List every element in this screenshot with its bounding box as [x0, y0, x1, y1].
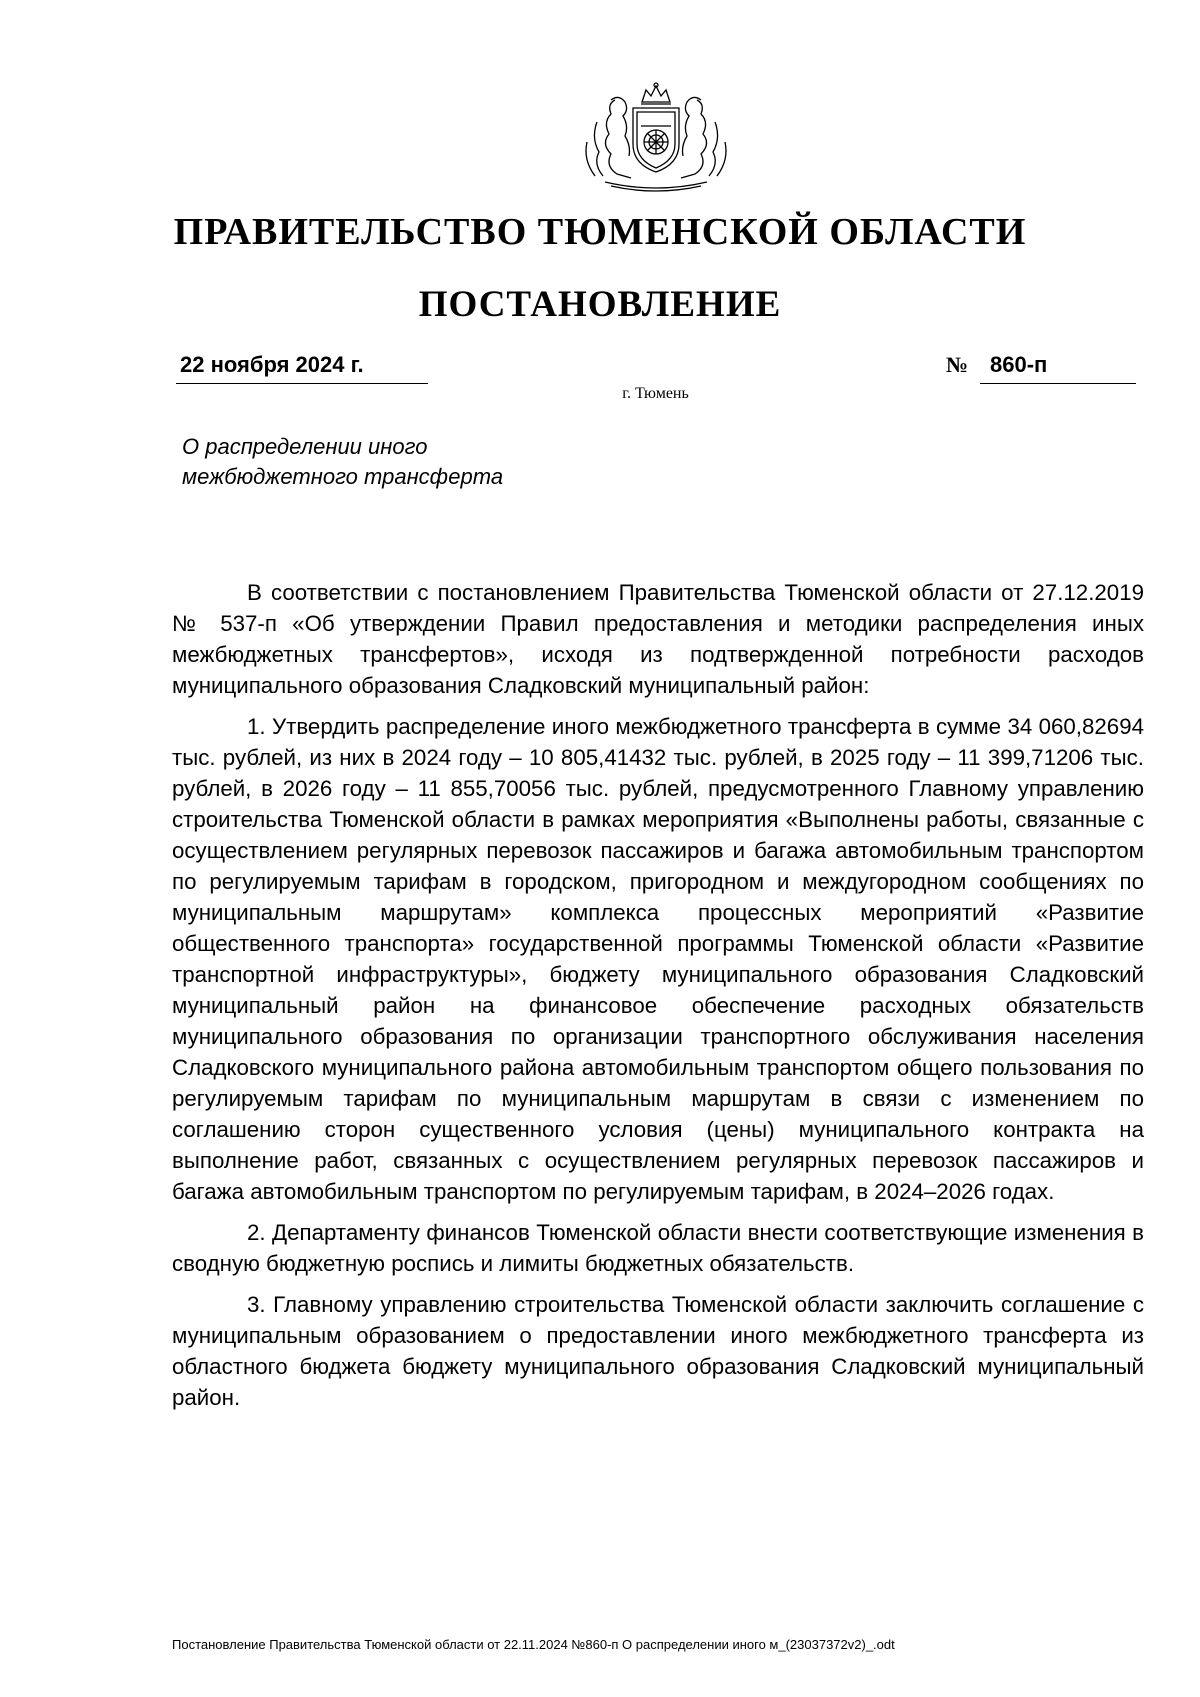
number-sign: № [946, 352, 969, 377]
clause-3-paragraph: 3. Главному управлению строительства Тюменской области заключить соглашение с муниципальным образованием о предоставлении иного межбюджетного трансферта из областного бюджета бюджету муниципального образования Сладковский муниципальный район. [172, 1292, 1144, 1410]
subject-line-2: межбюджетного трансферта [182, 464, 504, 489]
subject-line-1: О распределении иного [182, 434, 428, 459]
document-body [172, 577, 1144, 1423]
page-footer: Постановление Правительства Тюменской области от 22.11.2024 №860-п О распределении иного м_(23037372v2)_.odt [172, 1637, 895, 1652]
clause-1-paragraph: 1. Утвердить распределение иного межбюджетного трансферта в сумме 34 060,82694 тыс. рублей, из них в 2024 году – 10 805,41432 тыс. рублей, в 2025 году – 11 399,71206 тыс. рублей, в 2026 году – 11 855,70056 тыс. рублей, предусмотренного Главному управлению строительства Тюменской области в рамках мероприятия «Выполнены работы, связанные с осуществлением регулярных перевозок пассажиров и багажа автомобильным транспортом по регулируемым тарифам в городском, пригородном и междугородном сообщениях по муниципальным маршрутам» комплекса процессных мероприятий «Развитие общественного транспорта» государственной программы Тюменской области «Развитие транспортной инфраструктуры», бюджету муниципального образования Сладковский муниципальный район на финансовое обеспечение расходных обязательств муниципального образования по организации транспортного обслуживания населения Сладковского муниципального района автомобильным транспортом общего пользования по регулируемым тарифам по муниципальным маршрутам в связи с изменением по соглашению сторон существенного условия (цены) муниципального контракта на выполнение работ, связанных с осуществлением регулярных перевозок пассажиров и багажа автомобильным транспортом по регулируемым тарифам, в 2024–2026 годах. [172, 714, 1144, 1204]
document-subject [182, 432, 602, 492]
document-city: г. Тюмень [622, 385, 689, 402]
coat-of-arms-icon [575, 82, 737, 196]
document-date: 22 ноября 2024 г. [176, 352, 428, 384]
clause-2-paragraph: 2. Департаменту финансов Тюменской области внести соответствующие изменения в сводную бюджетную роспись и лимиты бюджетных обязательств. [172, 1220, 1144, 1276]
organization-title: ПРАВИТЕЛЬСТВО ТЮМЕНСКОЙ ОБЛАСТИ [173, 211, 1027, 253]
document-type-heading: ПОСТАНОВЛЕНИЕ [418, 284, 782, 325]
preamble-paragraph: В соответствии с постановлением Правительства Тюменской области от 27.12.2019 № 537-п «Об утверждении Правил предоставления и методики распределения иных межбюджетных трансфертов», исходя из подтвержденной потребности расходов муниципального образования Сладковский муниципальный район: [172, 580, 1144, 698]
document-number-block [946, 352, 1136, 384]
document-number: 860-п [980, 352, 1136, 384]
